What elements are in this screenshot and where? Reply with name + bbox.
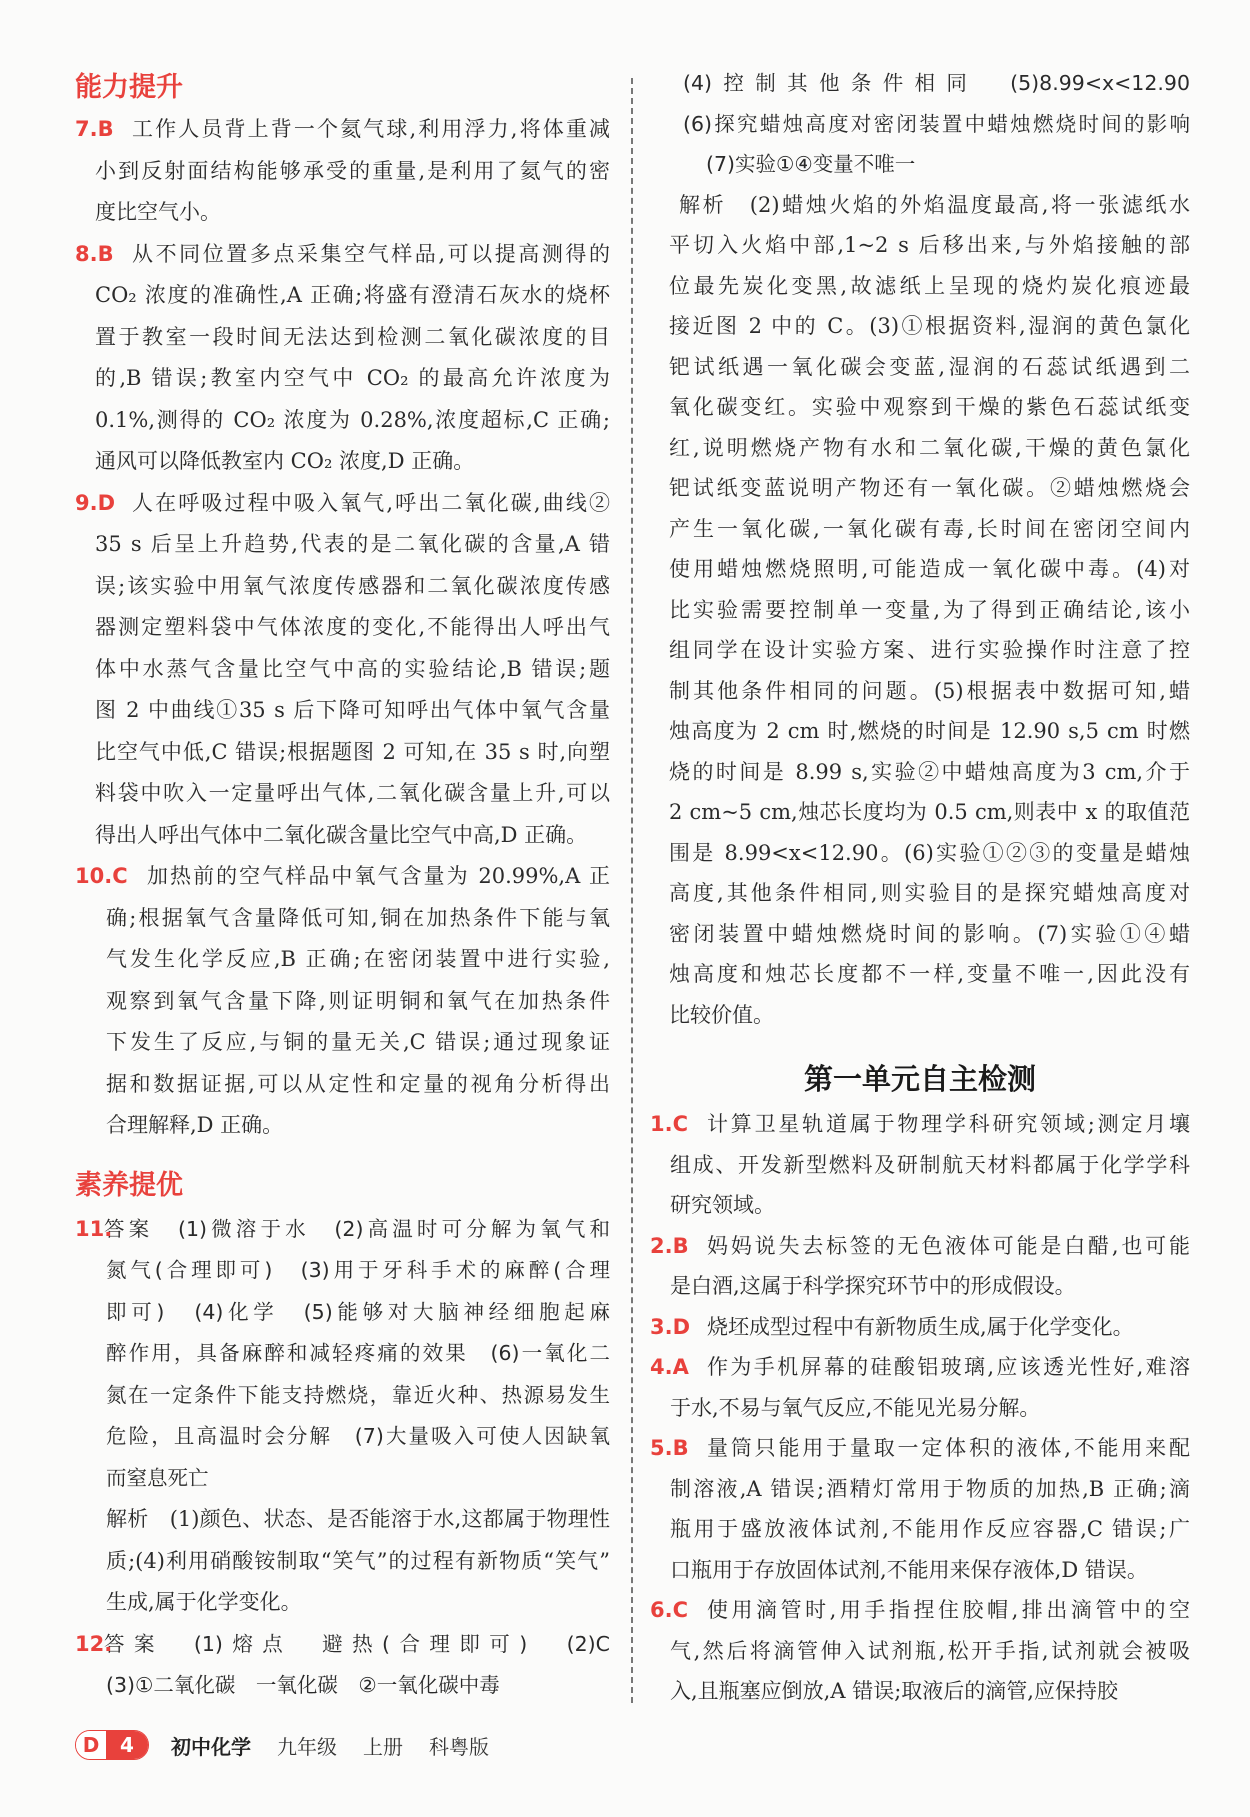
line-text: 研究领域。	[670, 1193, 775, 1217]
page-footer	[75, 1730, 515, 1760]
answer-item	[75, 234, 610, 483]
text-line	[650, 104, 1190, 145]
text-line	[75, 1064, 610, 1106]
text-line	[75, 981, 610, 1023]
line-text: 妈妈说失去标签的无色液体可能是白醋,也可能	[707, 1233, 1190, 1258]
analysis-block	[650, 185, 1190, 1036]
text-line	[75, 1022, 610, 1064]
text-line	[75, 1292, 610, 1334]
text-line	[75, 358, 610, 400]
item-number-label: 6.C	[650, 1598, 689, 1622]
text-line	[650, 995, 1190, 1036]
text-line	[650, 1469, 1190, 1510]
line-text: (4)控制其他条件相同 (5)8.99<x<12.90	[683, 71, 1190, 95]
line-text: 料袋中吹入一定量呼出气体,二氧化碳含量上升,可以	[95, 781, 610, 805]
line-text: 体中水蒸气含量比空气中高的实验结论,B 错误;题	[95, 656, 610, 681]
line-text: 位最先炭化变黑,故滤纸上呈现的烧灼炭化痕迹最	[669, 273, 1190, 298]
line-text: 比较价值。	[669, 1002, 774, 1027]
left-column	[75, 66, 610, 1707]
page-badge	[75, 1730, 149, 1760]
text-line	[650, 671, 1190, 712]
text-line	[650, 468, 1190, 509]
line-text: (6)探究蜡烛高度对密闭装置中蜡烛燃烧时间的影响	[683, 111, 1190, 136]
text-line	[650, 1347, 1190, 1388]
line-text: (3)①二氧化碳 一氧化碳 ②一氧化碳中毒	[106, 1673, 500, 1697]
line-text: 于水,不易与氧气反应,不能见光易分解。	[670, 1395, 1041, 1420]
text-line	[650, 1185, 1190, 1226]
badge-letter: D	[76, 1731, 106, 1759]
text-line	[650, 144, 1190, 185]
text-line	[650, 590, 1190, 631]
item-number-label: 11.	[75, 1216, 113, 1241]
line-text: CO₂ 浓度的准确性,A 正确;将盛有澄清石灰水的烧杯	[95, 283, 610, 307]
answer-item	[650, 1347, 1190, 1428]
line-text: 制其他条件相同的问题。(5)根据表中数据可知,蜡	[669, 678, 1190, 703]
text-line	[75, 1499, 610, 1541]
text-line	[75, 400, 610, 442]
line-text: 产生一氧化碳,一氧化碳有毒,长时间在密闭空间内	[669, 516, 1190, 541]
line-text: 解析 (2)蜡烛火焰的外焰温度最高,将一张滤纸水	[679, 192, 1190, 217]
answer-block	[650, 63, 1190, 185]
item-number-label: 7.B	[75, 117, 114, 141]
text-line	[75, 1582, 610, 1624]
section-heading: 能力提升	[75, 72, 183, 103]
text-line	[650, 711, 1190, 752]
text-line	[650, 1590, 1190, 1631]
line-text: 从不同位置多点采集空气样品,可以提高测得的	[132, 241, 610, 266]
text-line	[650, 185, 1190, 226]
text-line	[75, 151, 610, 193]
text-line	[75, 1416, 610, 1458]
line-text: 危险，且高温时会分解 (7)大量吸入可使人因缺氧	[106, 1424, 610, 1448]
text-line	[650, 549, 1190, 590]
text-line	[75, 524, 610, 566]
line-text: 烧的时间是 8.99 s,实验②中蜡烛高度为3 cm,介于	[669, 759, 1190, 784]
line-text: 比空气中低,C 错误;根据题图 2 可知,在 35 s 时,向塑	[95, 739, 610, 764]
text-line	[75, 856, 610, 898]
line-text: 答案 (1)熔点 避热(合理即可) (2)C	[104, 1631, 610, 1656]
line-text: 气发生化学反应,B 正确;在密闭装置中进行实验,	[106, 947, 610, 971]
text-line	[75, 607, 610, 649]
line-text: 生成,属于化学变化。	[106, 1590, 302, 1614]
line-text: 使用蜡烛燃烧照明,可能造成一氧化碳中毒。(4)对	[669, 557, 1190, 581]
text-line	[650, 1428, 1190, 1469]
item-number-label: 8.B	[75, 241, 114, 266]
page-number: 4	[106, 1731, 148, 1759]
answer-item	[75, 856, 610, 1147]
line-text: 平切入火焰中部,1~2 s 后移出来,与外焰接触的部	[669, 233, 1190, 257]
text-line	[650, 428, 1190, 469]
line-text: 入,且瓶塞应倒放,A 错误;取液后的滴管,应保持胶	[670, 1679, 1118, 1703]
line-text: 据和数据证据,可以从定性和定量的视角分析得出	[106, 1071, 610, 1096]
text-line	[650, 914, 1190, 955]
text-line	[650, 630, 1190, 671]
line-text: 的,B 错误;教室内空气中 CO₂ 的最高允许浓度为	[95, 366, 610, 390]
text-line	[75, 815, 610, 857]
line-text: 氮气(合理即可) (3)用于牙科手术的麻醉(合理	[106, 1258, 610, 1282]
line-text: 质;(4)利用硝酸铵制取“笑气”的过程有新物质“笑气”	[106, 1548, 610, 1573]
line-text: 答案 (1)微溶于水 (2)高温时可分解为氧气和	[104, 1216, 610, 1241]
line-text: 小到反射面结构能够承受的重量,是利用了氦气的密	[95, 158, 610, 183]
line-text: 作为手机屏幕的硅酸铝玻璃,应该透光性好,难溶	[707, 1355, 1190, 1379]
column-divider	[631, 78, 633, 1703]
line-text: 而窒息死亡	[106, 1465, 209, 1490]
line-text: 氮在一定条件下能支持燃烧，靠近火种、热源易发生	[106, 1382, 610, 1407]
answer-item	[75, 109, 610, 234]
text-line	[650, 387, 1190, 428]
analysis-block	[75, 1499, 610, 1624]
answer-item	[650, 1590, 1190, 1712]
item-number-label: 3.D	[650, 1314, 691, 1339]
section-heading: 第一单元自主检测	[803, 1062, 1036, 1096]
line-text: 误;该实验中用氧气浓度传感器和二氧化碳浓度传感	[95, 573, 610, 598]
line-text: 接近图 2 中的 C。(3)①根据资料,湿润的黄色氯化	[669, 314, 1190, 338]
text-line	[650, 1550, 1190, 1591]
text-line	[650, 1509, 1190, 1550]
item-number-label: 9.D	[75, 490, 116, 515]
answer-item	[75, 483, 610, 857]
text-line	[650, 1307, 1190, 1348]
line-text: 比实验需要控制单一变量,为了得到正确结论,该小	[669, 597, 1190, 622]
right-column	[650, 63, 1190, 1712]
item-number-label: 1.C	[650, 1112, 689, 1136]
text-line	[75, 483, 610, 525]
line-text: 钯试纸变蓝说明产物还有一氧化碳。②蜡烛燃烧会	[669, 476, 1190, 500]
line-text: 钯试纸遇一氧化碳会变蓝,湿润的石蕊试纸遇到二	[669, 354, 1190, 379]
text-line	[75, 649, 610, 691]
line-text: 氧化碳变红。实验中观察到干燥的紫色石蕊试纸变	[669, 395, 1190, 419]
line-text: 是白酒,这属于科学探究环节中的形成假设。	[670, 1274, 1076, 1298]
line-text: 使用滴管时,用手指捏住胶帽,排出滴管中的空	[707, 1598, 1190, 1622]
line-text: 工作人员背上背一个氦气球,利用浮力,将体重减	[132, 117, 610, 141]
line-text: 瓶用于盛放液体试剂,不能用作反应容器,C 错误;广	[670, 1517, 1190, 1541]
item-number-label: 12.	[75, 1631, 113, 1656]
section-heading: 素养提优	[75, 1169, 183, 1201]
text-line	[75, 690, 610, 732]
line-text: 确;根据氧气含量降低可知,铜在加热条件下能与氧	[106, 905, 610, 930]
item-number-label: 2.B	[650, 1233, 689, 1258]
text-line	[75, 441, 610, 483]
text-line	[650, 833, 1190, 874]
text-line	[75, 566, 610, 608]
line-text: 即可) (4)化学 (5)能够对大脑神经细胞起麻	[106, 1299, 610, 1324]
text-line	[75, 275, 610, 317]
text-line	[75, 1105, 610, 1147]
text-line	[75, 898, 610, 940]
line-text: 器测定塑料袋中气体浓度的变化,不能得出人呼出气	[95, 615, 610, 639]
text-line	[75, 1458, 610, 1500]
line-text: 0.1%,测得的 CO₂ 浓度为 0.28%,浓度超标,C 正确;	[95, 407, 610, 432]
text-line	[650, 1145, 1190, 1186]
line-text: 得出人呼出气体中二氧化碳含量比空气中高,D 正确。	[95, 822, 588, 847]
line-text: 组成、开发新型燃料及研制航天材料都属于化学学科	[670, 1152, 1190, 1177]
text-line	[75, 192, 610, 234]
text-line	[650, 1671, 1190, 1712]
answer-item	[75, 1624, 610, 1707]
item-number-label: 10.C	[75, 864, 128, 888]
answer-item	[650, 1428, 1190, 1590]
line-text: 观察到氧气含量下降,则证明铜和氧气在加热条件	[106, 988, 610, 1013]
line-text: 合理解释,D 正确。	[106, 1113, 284, 1137]
line-text: 加热前的空气样品中氧气含量为 20.99%,A 正	[147, 864, 610, 888]
footer-volume: 上册	[363, 1734, 403, 1759]
line-text: 35 s 后呈上升趋势,代表的是二氧化碳的含量,A 错	[95, 532, 610, 556]
text-line	[75, 1209, 610, 1251]
text-line	[75, 109, 610, 151]
line-text: 烛高度和烛芯长度都不一样,变量不唯一,因此没有	[669, 962, 1190, 986]
line-text: 组同学在设计实验方案、进行实验操作时注意了控	[669, 638, 1190, 662]
text-line	[75, 1250, 610, 1292]
line-text: 量筒只能用于量取一定体积的液体,不能用来配	[707, 1436, 1190, 1460]
text-line	[650, 1388, 1190, 1429]
text-line	[650, 954, 1190, 995]
line-text: 烧坯成型过程中有新物质生成,属于化学变化。	[707, 1314, 1134, 1339]
line-text: 图 2 中曲线①35 s 后下降可知呼出气体中氧气含量	[95, 698, 610, 722]
text-line	[650, 1266, 1190, 1307]
footer-edition: 科粤版	[429, 1734, 489, 1759]
text-line	[75, 1541, 610, 1583]
text-line	[75, 1375, 610, 1417]
answer-item	[75, 1209, 610, 1500]
line-text: 度比空气小。	[95, 200, 221, 224]
text-line	[75, 234, 610, 276]
text-line	[650, 1104, 1190, 1145]
line-text: 密闭装置中蜡烛燃烧时间的影响。(7)实验①④蜡	[669, 921, 1190, 946]
item-number-label: 5.B	[650, 1436, 689, 1460]
line-text: 红,说明燃烧产物有水和二氧化碳,干燥的黄色氯化	[669, 435, 1190, 460]
line-text: 高度,其他条件相同,则实验目的是探究蜡烛高度对	[669, 881, 1190, 905]
text-line	[650, 873, 1190, 914]
line-text: 醉作用，具备麻醉和减轻疼痛的效果 (6)一氧化二	[106, 1341, 610, 1365]
text-line	[650, 306, 1190, 347]
line-text: 人在呼吸过程中吸入氧气,呼出二氧化碳,曲线②	[132, 490, 610, 515]
line-text: 2 cm~5 cm,烛芯长度均为 0.5 cm,则表中 x 的取值范	[669, 800, 1190, 824]
line-text: 置于教室一段时间无法达到检测二氧化碳浓度的目	[95, 324, 610, 349]
line-text: (7)实验①④变量不唯一	[706, 152, 916, 176]
text-line	[650, 63, 1190, 104]
line-text: 下发生了反应,与铜的量无关,C 错误;通过现象证	[106, 1030, 610, 1054]
line-text: 口瓶用于存放固体试剂,不能用来保存液体,D 错误。	[670, 1557, 1148, 1582]
line-text: 通风可以降低教室内 CO₂ 浓度,D 正确。	[95, 449, 475, 473]
text-line	[75, 1665, 610, 1707]
line-text: 气,然后将滴管伸入试剂瓶,松开手指,试剂就会被吸	[670, 1638, 1190, 1663]
text-line	[650, 752, 1190, 793]
text-line	[650, 1226, 1190, 1267]
item-number-label: 4.A	[650, 1355, 689, 1379]
line-text: 烛高度为 2 cm 时,燃烧的时间是 12.90 s,5 cm 时燃	[669, 719, 1190, 743]
text-line	[75, 939, 610, 981]
text-line	[75, 317, 610, 359]
line-text: 计算卫星轨道属于物理学科研究领域;测定月壤	[707, 1112, 1190, 1136]
text-line	[650, 347, 1190, 388]
answer-item	[650, 1104, 1190, 1226]
answer-item	[650, 1226, 1190, 1307]
answer-item	[650, 1307, 1190, 1348]
text-line	[75, 773, 610, 815]
footer-subject: 初中化学	[171, 1734, 251, 1759]
line-text: 制溶液,A 错误;酒精灯常用于物质的加热,B 正确;滴	[670, 1476, 1190, 1501]
text-line	[650, 509, 1190, 550]
text-line	[75, 1333, 610, 1375]
text-line	[650, 266, 1190, 307]
line-text: 解析 (1)颜色、状态、是否能溶于水,这都属于物理性	[106, 1507, 610, 1531]
text-line	[75, 1624, 610, 1666]
text-line	[650, 1631, 1190, 1672]
text-line	[650, 225, 1190, 266]
text-line	[650, 792, 1190, 833]
footer-grade: 九年级	[277, 1734, 337, 1759]
text-line	[75, 732, 610, 774]
line-text: 围是 8.99<x<12.90。(6)实验①②③的变量是蜡烛	[669, 840, 1190, 865]
